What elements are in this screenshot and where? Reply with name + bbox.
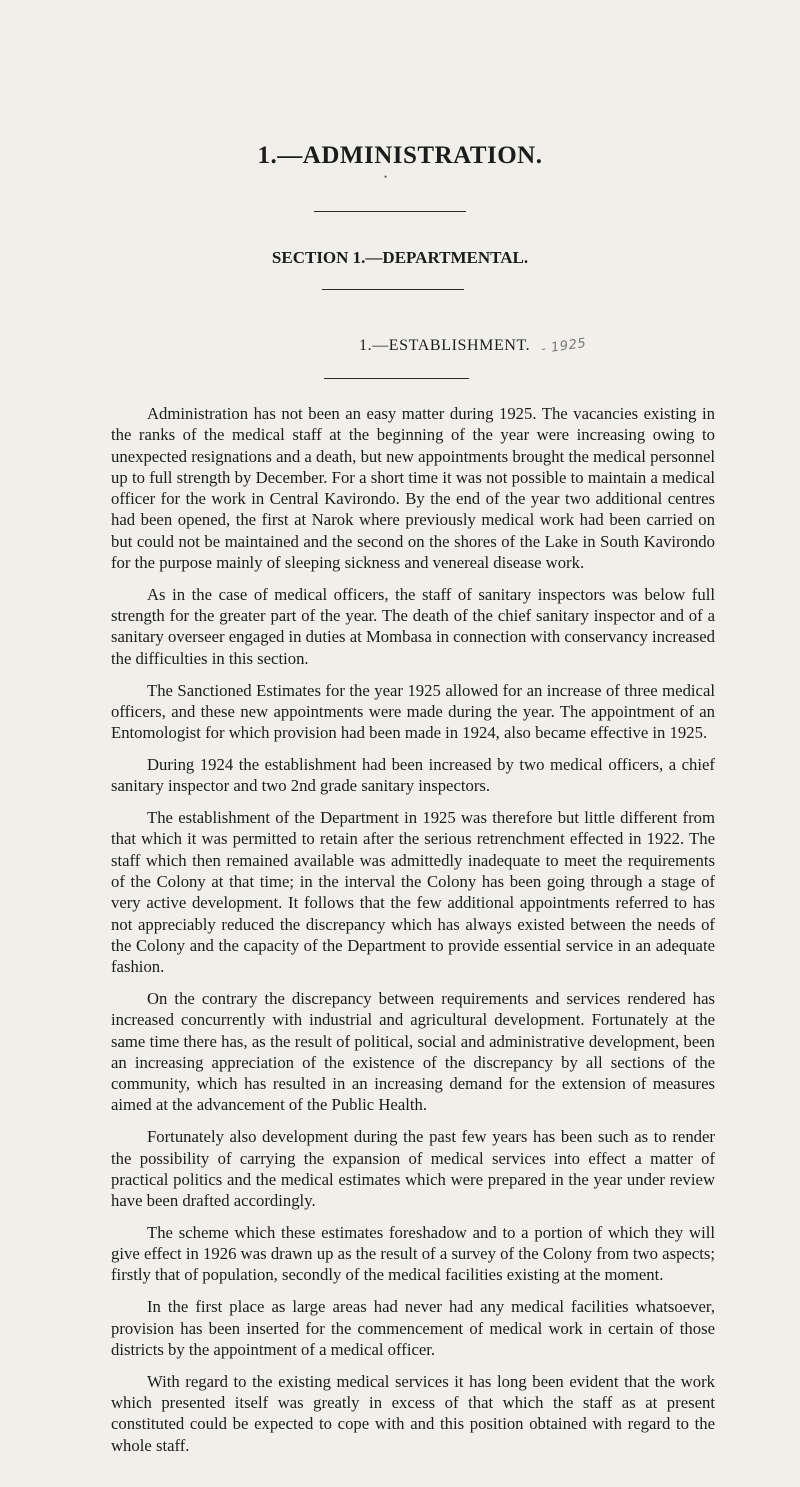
subsection-title: 1.—ESTABLISHMENT. <box>359 337 531 354</box>
paragraph: Administration has not been an easy matter during 1925. The vacancies existing in the ranks of the medical staff at the beginning of the year were increasing owing to unexpected resignations and a death, but new appointments brought the medical personnel up to full strength by December. For a short time it was not possible to maintain a medical officer for the work in Central Kavirondo. By the end of the year two additional centres had been opened, the first at Narok where previously medical work had been carried on but could not be maintained and the second on the shores of the Lake in South Kavirondo for the purpose mainly of sleeping sickness and venereal disease work. <box>111 404 715 573</box>
paragraph: The scheme which these estimates foreshadow and to a portion of which they will give effect in 1926 was drawn up as the result of a survey of the Colony from two aspects; firstly that of population, secondly of the medical facilities existing at the moment. <box>111 1222 715 1285</box>
chapter-title: 1.—ADMINISTRATION. <box>257 142 543 169</box>
paragraph: The Sanctioned Estimates for the year 1925 allowed for an increase of three medical officers, and these new appointments were made during the year. The appointment of an Entomologist for which provision had been made in 1924, also became effective in 1925. <box>111 680 715 743</box>
paragraph: The establishment of the Department in 1925 was therefore but little different from that which it was permitted to retain after the serious retrenchment effected in 1922. The staff which then remained available was admittedly inadequate to meet the requirements of the Colony at that time; in the interval the Colony has been going through a stage of very active development. It follows that the few additional appointments referred to has not appreciably reduced the discrepancy which has always existed between the needs of the Colony and the capacity of the Department to provide essential service in an adequate fashion. <box>111 808 715 977</box>
paragraph: In the first place as large areas had never had any medical facilities whatsoever, provision has been inserted for the commencement of medical work in certain of those districts by the appointment of a medical officer. <box>111 1297 715 1359</box>
paragraph: During 1924 the establishment had been increased by two medical officers, a chief sanitary inspector and two 2nd grade sanitary inspectors. <box>111 754 715 796</box>
handwritten-annotation: - 1925 <box>540 335 588 358</box>
divider-rule <box>314 211 466 212</box>
divider-rule <box>322 289 464 290</box>
paragraph: Fortunately also development during the past few years has been such as to render the possibility of carrying the expansion of medical services into effect a matter of practical politics and the medical estimates which were prepared in the year under review have been drafted accordingly. <box>111 1127 715 1211</box>
paragraph: On the contrary the discrepancy between requirements and services rendered has increased concurrently with industrial and agricultural development. Fortunately at the same time there has, as the result of political, social and administrative development, been an increasing appreciation of the existence of the discrepancy by all sections of the community, which has resulted in an increasing demand for the extension of measures aimed at the advancement of the Public Health. <box>111 988 715 1115</box>
subsection-heading <box>359 335 588 358</box>
body-text <box>111 403 715 1466</box>
divider-rule <box>324 378 469 379</box>
paragraph: With regard to the existing medical services it has long been evident that the work which presented itself was greatly in excess of that which the staff as at present constituted could be expected to cope with and this position obtained with regard to the whole staff. <box>111 1371 715 1455</box>
stray-mark-icon: • <box>384 172 388 182</box>
paragraph: As in the case of medical officers, the staff of sanitary inspectors was below full strength for the greater part of the year. The death of the chief sanitary inspector and of a sanitary overseer engaged in duties at Mombasa in connection with conservancy increased the difficulties in this section. <box>111 584 715 668</box>
section-title: SECTION 1.—DEPARTMENTAL. <box>271 248 529 267</box>
